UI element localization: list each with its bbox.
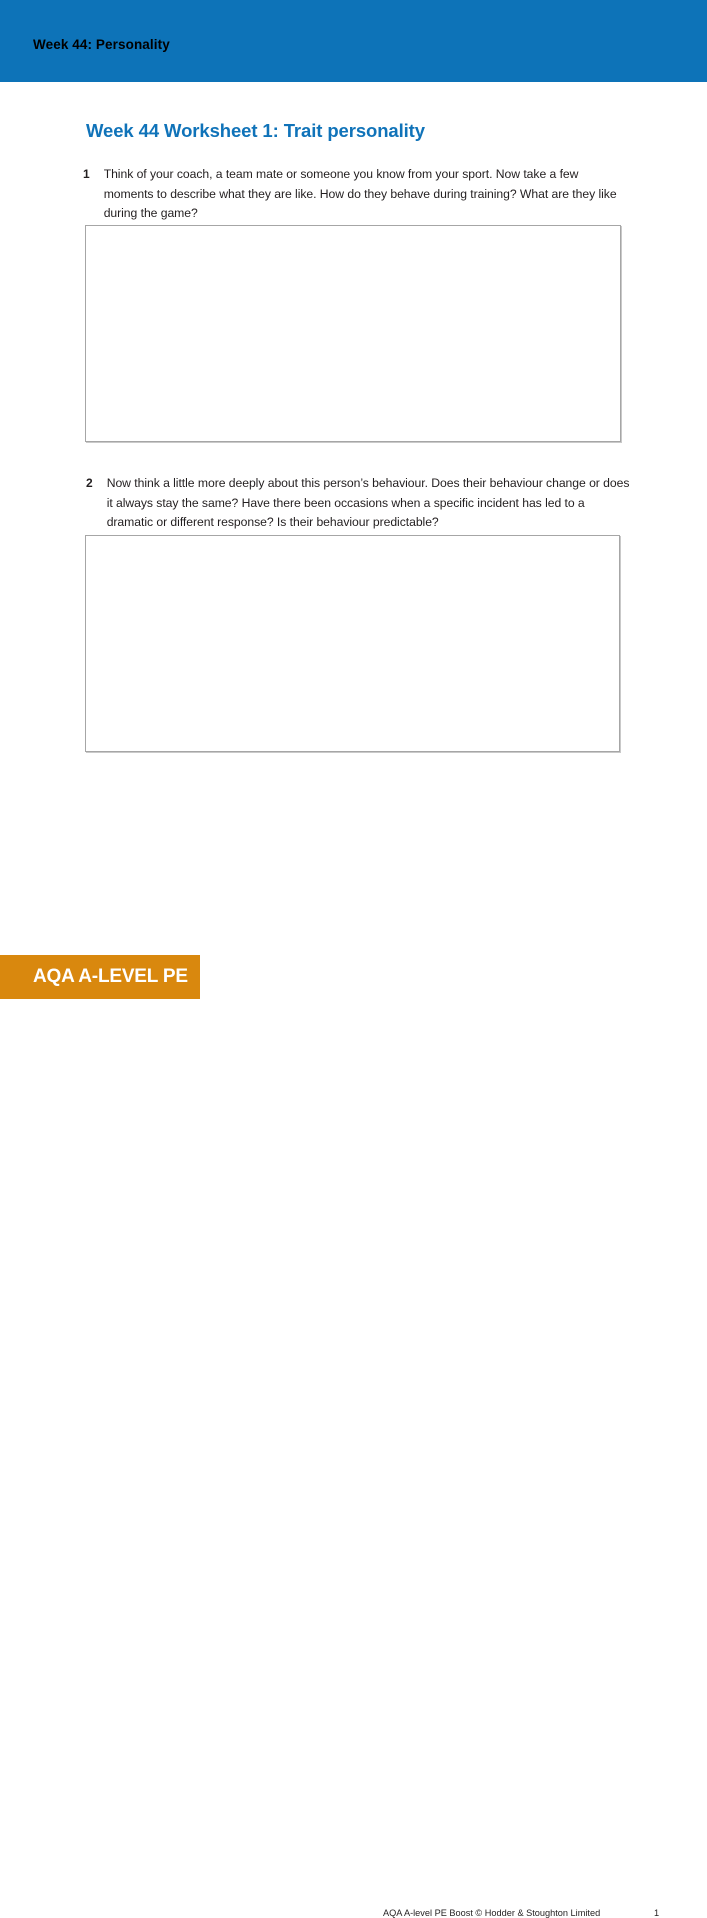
question-number: 2 [86, 476, 93, 490]
answer-box-1[interactable] [85, 225, 621, 442]
brand-badge-label: AQA A-LEVEL PE [33, 966, 188, 987]
question-text: Now think a little more deeply about this person’s behaviour. Does their behaviour change or does it always stay the same? Have there been occasions when a specific incident has led to a dramatic or different response? Is their behaviour predictable? [106, 476, 630, 529]
question-item-2 [86, 474, 631, 533]
question-text: Think of your coach, a team mate or someone you know from your sport. Now take a few moments to describe what they are like. How do they behave during training? What are they like during the game? [103, 167, 617, 220]
page-footer [0, 940, 707, 1918]
brand-badge [0, 955, 200, 999]
page-title: Week 44 Worksheet 1: Trait personality [86, 120, 425, 141]
copyright-text: AQA A-level PE Boost © Hodder & Stoughton Limited [383, 1908, 601, 1918]
header-title: Week 44: Personality [33, 37, 170, 52]
question-item-1 [83, 165, 628, 224]
header-banner [0, 0, 707, 82]
answer-box-2[interactable] [85, 535, 620, 752]
question-number: 1 [83, 167, 90, 181]
page-number: 1 [654, 1908, 660, 1918]
worksheet-body [0, 82, 707, 940]
